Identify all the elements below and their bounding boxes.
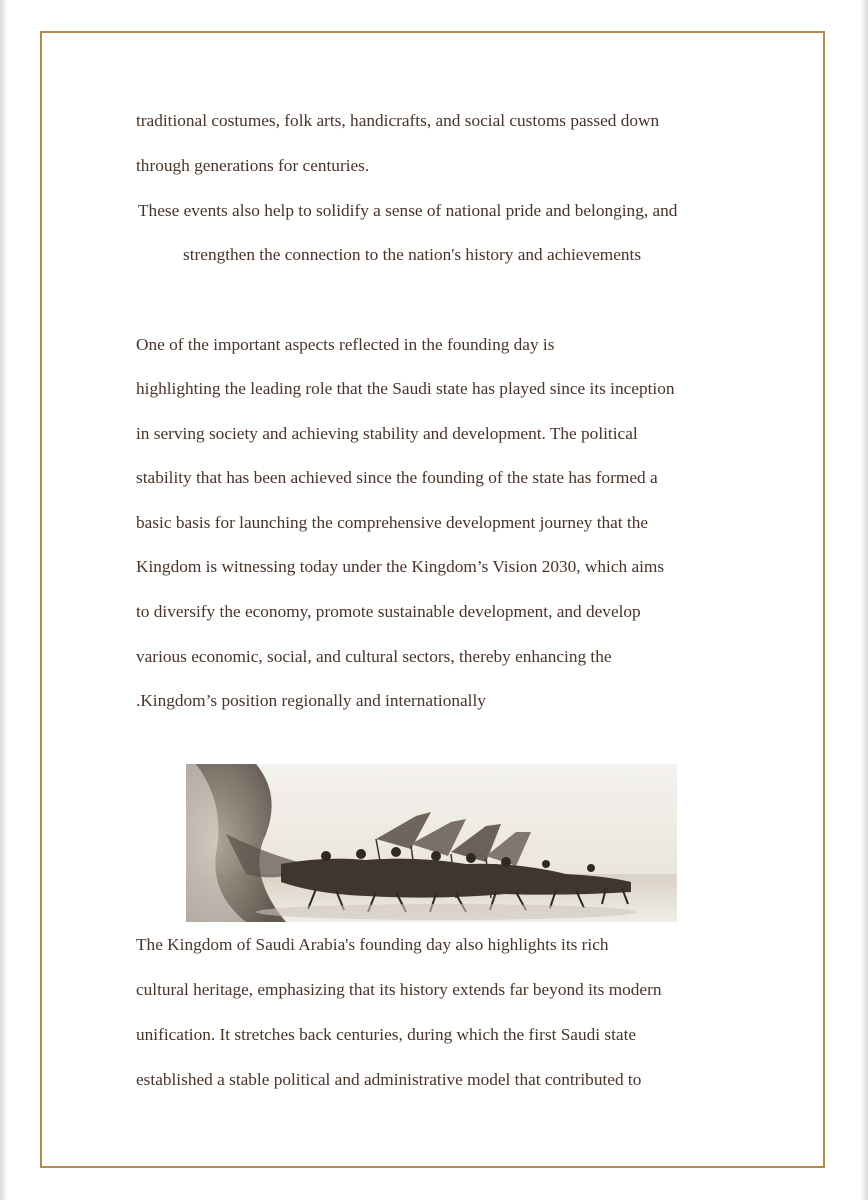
paragraph-4-line-4: established a stable political and administrative model that contributed to — [136, 1070, 642, 1089]
paragraph-3-line-4: stability that has been achieved since the founding of the state has formed a — [136, 468, 658, 487]
page-shadow-left — [0, 0, 8, 1200]
paragraph-3-line-5: basic basis for launching the comprehensive development journey that the — [136, 513, 649, 532]
paragraph-1-line-2: through generations for centuries. — [136, 156, 370, 175]
paragraph-3-line-8: various economic, social, and cultural sectors, thereby enhancing the — [136, 647, 612, 666]
paragraph-4-line-2: cultural heritage, emphasizing that its history extends far beyond its modern — [136, 980, 662, 999]
historical-photo — [186, 764, 677, 922]
paragraph-4-line-1: The Kingdom of Saudi Arabia's founding day also highlights its rich — [136, 935, 609, 954]
paragraph-3-line-3: in serving society and achieving stability and development. The political — [136, 424, 638, 443]
paragraph-2-line-1: These events also help to solidify a sense of national pride and belonging, and — [138, 201, 678, 220]
paragraph-2-line-2: strengthen the connection to the nation's history and achievements — [183, 245, 642, 264]
paragraph-3-line-1: One of the important aspects reflected in the founding day is — [136, 335, 555, 354]
paragraph-3-line-2: highlighting the leading role that the Saudi state has played since its inception — [136, 379, 675, 398]
paragraph-3-line-9: .Kingdom’s position regionally and internationally — [136, 691, 486, 710]
page-shadow-right — [860, 0, 868, 1200]
paragraph-1-line-1: traditional costumes, folk arts, handicrafts, and social customs passed down — [136, 111, 660, 130]
paragraph-4-line-3: unification. It stretches back centuries, during which the first Saudi state — [136, 1025, 637, 1044]
historical-photo-riders-with-flags-icon — [186, 764, 677, 922]
paragraph-3-line-6: Kingdom is witnessing today under the Kingdom’s Vision 2030, which aims — [136, 557, 665, 576]
paragraph-3-line-7: to diversify the economy, promote sustainable development, and develop — [136, 602, 641, 621]
